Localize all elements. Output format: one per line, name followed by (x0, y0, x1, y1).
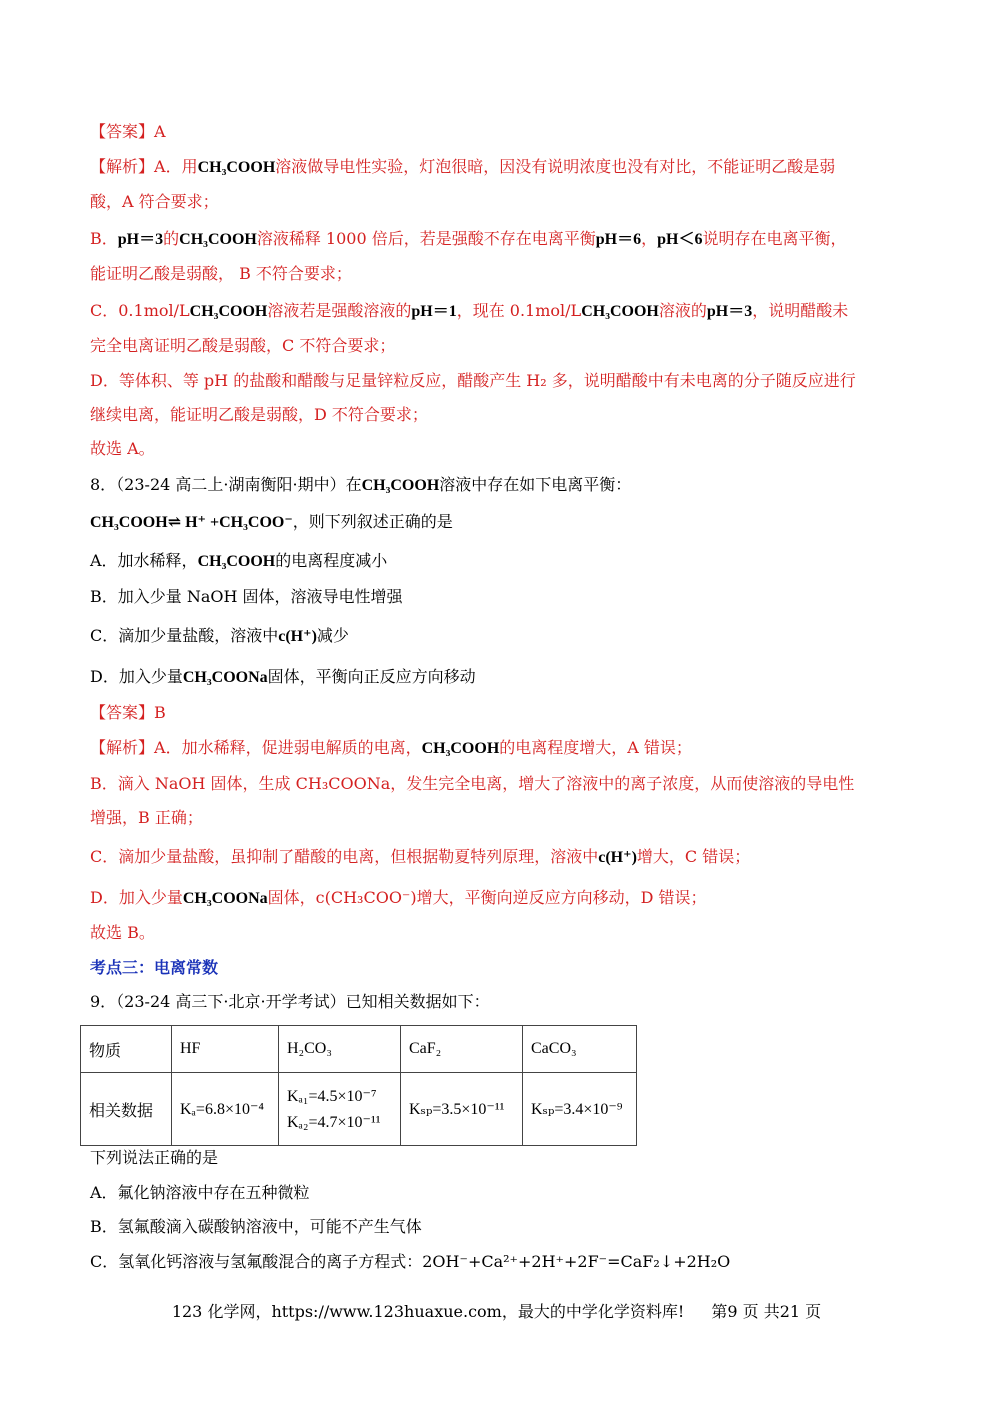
q7-analysis-c-cont (90, 334, 920, 358)
q9-stem (90, 990, 920, 1014)
q8-equation (90, 510, 920, 535)
text: ，现在 0.1mol/L (456, 301, 582, 320)
text: 酸，A 符合要求； (90, 192, 219, 211)
table-row (81, 1073, 637, 1146)
q8-stem (90, 473, 920, 498)
footer-site: 123 化学网，https://www.123huaxue.com，最大的中学化学资料库! (171, 1302, 685, 1321)
text: 9．（23-24 高三下·北京·开学考试）已知相关数据如下： (90, 992, 490, 1011)
table-cell (401, 1073, 523, 1146)
text: D．加入少量 (90, 888, 183, 907)
text: 溶液中存在如下电离平衡： (439, 475, 632, 494)
q8-analysis-d (90, 886, 920, 911)
text: 的电离程度增大，A 错误； (499, 738, 692, 757)
formula: CH₃COOH (361, 477, 440, 494)
text: 下列说法正确的是 (90, 1148, 219, 1167)
table-row (81, 1026, 637, 1073)
text: Kₛₚ=3.4×10⁻⁹ (531, 1101, 623, 1118)
q7-analysis-b (90, 227, 920, 252)
q7-answer (90, 120, 920, 144)
text: 继续电离，能证明乙酸是弱酸，D 不符合要求； (90, 405, 428, 424)
formula: pH＝3 (117, 231, 164, 248)
formula: pH＝3 (706, 303, 753, 320)
text: A．加水稀释，促进弱电解质的电离， (154, 738, 422, 757)
q8-option-b (90, 585, 920, 609)
formula: pH＜6 (657, 231, 703, 248)
q7-analysis-c (90, 299, 920, 324)
formula: c(H⁺) (598, 849, 637, 866)
table-cell (279, 1073, 401, 1146)
formula: CH₃COOH (197, 553, 276, 570)
text: ，则下列叙述正确的是 (292, 512, 453, 531)
text: A．加水稀释， (90, 551, 198, 570)
formula: CH₃COOH⇌ H⁺ +CH₃COO⁻ (90, 514, 293, 531)
table-cell (523, 1073, 637, 1146)
q7-analysis-d (90, 369, 920, 393)
q8-option-a (90, 549, 920, 574)
text: 8．（23-24 高二上·湖南衡阳·期中）在 (90, 475, 362, 494)
table-cell: CaCO₃ (523, 1026, 637, 1073)
formula: CH₃COOH (179, 231, 257, 248)
text: 溶液稀释 1000 倍后，若是强酸不存在电离平衡 (256, 229, 596, 248)
q9-option-c (90, 1250, 920, 1274)
q8-answer (90, 701, 920, 725)
text: B． (90, 229, 118, 248)
text: 溶液的 (658, 301, 707, 320)
text: Kₛₚ=3.5×10⁻¹¹ (409, 1101, 505, 1118)
formula: CH₃COONa (182, 669, 268, 686)
text: C．0.1mol/L (90, 301, 190, 320)
q7-conclusion (90, 437, 920, 461)
text: 考点三：电离常数 (90, 958, 219, 977)
text: B．滴入 NaOH 固体，生成 CH₃COONa，发生完全电离，增大了溶液中的离子浓度，从而使溶液的导电性 (90, 774, 855, 793)
text: 故选 B。 (90, 923, 155, 942)
formula: 2OH⁻+Ca²⁺+2H⁺+2F⁻=CaF₂↓+2H₂O (422, 1252, 731, 1271)
text: Kₐ=6.8×10⁻⁴ (180, 1101, 264, 1118)
text: 增强，B 正确； (90, 808, 203, 827)
formula: CH₃COOH (189, 303, 268, 320)
page-footer (0, 1299, 993, 1322)
table-cell: CaF₂ (401, 1026, 523, 1073)
text: B．加入少量 NaOH 固体，溶液导电性增强 (90, 587, 403, 606)
text: 减少 (316, 626, 349, 645)
page-number: 第9 页 共21 页 (711, 1302, 822, 1321)
analysis-label: 【解析】 (90, 738, 155, 757)
table-cell: H₂CO₃ (279, 1026, 401, 1073)
table-cell: 物质 (81, 1026, 172, 1073)
formula: pH＝1 (411, 303, 457, 320)
analysis-label: 【解析】 (90, 157, 155, 176)
text: A．氟化钠溶液中存在五种微粒 (90, 1183, 310, 1202)
q8-analysis-b-cont (90, 806, 920, 830)
q8-conclusion (90, 921, 920, 945)
text: C．滴加少量盐酸，溶液中 (90, 626, 279, 645)
text: 完全电离证明乙酸是弱酸，C 不符合要求； (90, 336, 396, 355)
table-cell (172, 1073, 279, 1146)
q8-analysis-b (90, 772, 920, 796)
text: A．用 (154, 157, 198, 176)
text: B．氢氟酸滴入碳酸钠溶液中，可能不产生气体 (90, 1217, 422, 1236)
text: D．加入少量 (90, 667, 183, 686)
text: ，说明醋酸未 (752, 301, 849, 320)
text: ， (641, 229, 658, 248)
formula: CH₃COOH (421, 740, 500, 757)
q7-analysis-b-cont (90, 262, 920, 286)
answer-text: 【答案】A (90, 122, 166, 141)
section-heading (90, 956, 920, 980)
answer-text: 【答案】B (90, 703, 166, 722)
text: C．滴加少量盐酸，虽抑制了醋酸的电离，但根据勒夏特列原理，溶液中 (90, 847, 599, 866)
data-table (80, 1025, 637, 1146)
q9-option-a (90, 1181, 920, 1205)
q7-analysis-a (90, 155, 920, 180)
text: Kₐ₁=4.5×10⁻⁷ (287, 1088, 377, 1105)
text: 固体，平衡向正反应方向移动 (267, 667, 476, 686)
q7-analysis-d-cont (90, 403, 920, 427)
formula: CH₃COONa (182, 890, 268, 907)
q8-analysis-c (90, 845, 920, 870)
q7-analysis-a-cont (90, 190, 920, 214)
table-cell: HF (172, 1026, 279, 1073)
text: 固体，c(CH₃COO⁻)增大，平衡向逆反应方向移动，D 错误； (267, 888, 707, 907)
q8-option-c (90, 624, 920, 649)
text: 能证明乙酸是弱酸， B 不符合要求； (90, 264, 352, 283)
text: 故选 A。 (90, 439, 155, 458)
q9-option-b (90, 1215, 920, 1239)
q8-option-d (90, 665, 920, 690)
text: Kₐ₂=4.7×10⁻¹¹ (287, 1114, 381, 1131)
text: 增大，C 错误； (636, 847, 751, 866)
q8-analysis-a (90, 736, 920, 761)
formula: CH₃COOH (197, 159, 276, 176)
text: 的电离程度减小 (275, 551, 388, 570)
text: C．氢氧化钙溶液与氢氟酸混合的离子方程式： (90, 1252, 423, 1271)
text: 溶液做导电性实验，灯泡很暗，因没有说明浓度也没有对比，不能证明乙酸是弱 (275, 157, 836, 176)
text: D．等体积、等 pH 的盐酸和醋酸与足量锌粒反应，醋酸产生 H₂ 多，说明醋酸中有未电离的分子随反应进行 (90, 371, 856, 390)
q9-question (90, 1146, 920, 1170)
table-cell: 相关数据 (81, 1073, 172, 1146)
formula: pH＝6 (595, 231, 642, 248)
text: 的 (163, 229, 180, 248)
text: 溶液若是强酸溶液的 (267, 301, 412, 320)
formula: c(H⁺) (278, 628, 317, 645)
formula: CH₃COOH (581, 303, 659, 320)
text: 说明存在电离平衡， (702, 229, 847, 248)
